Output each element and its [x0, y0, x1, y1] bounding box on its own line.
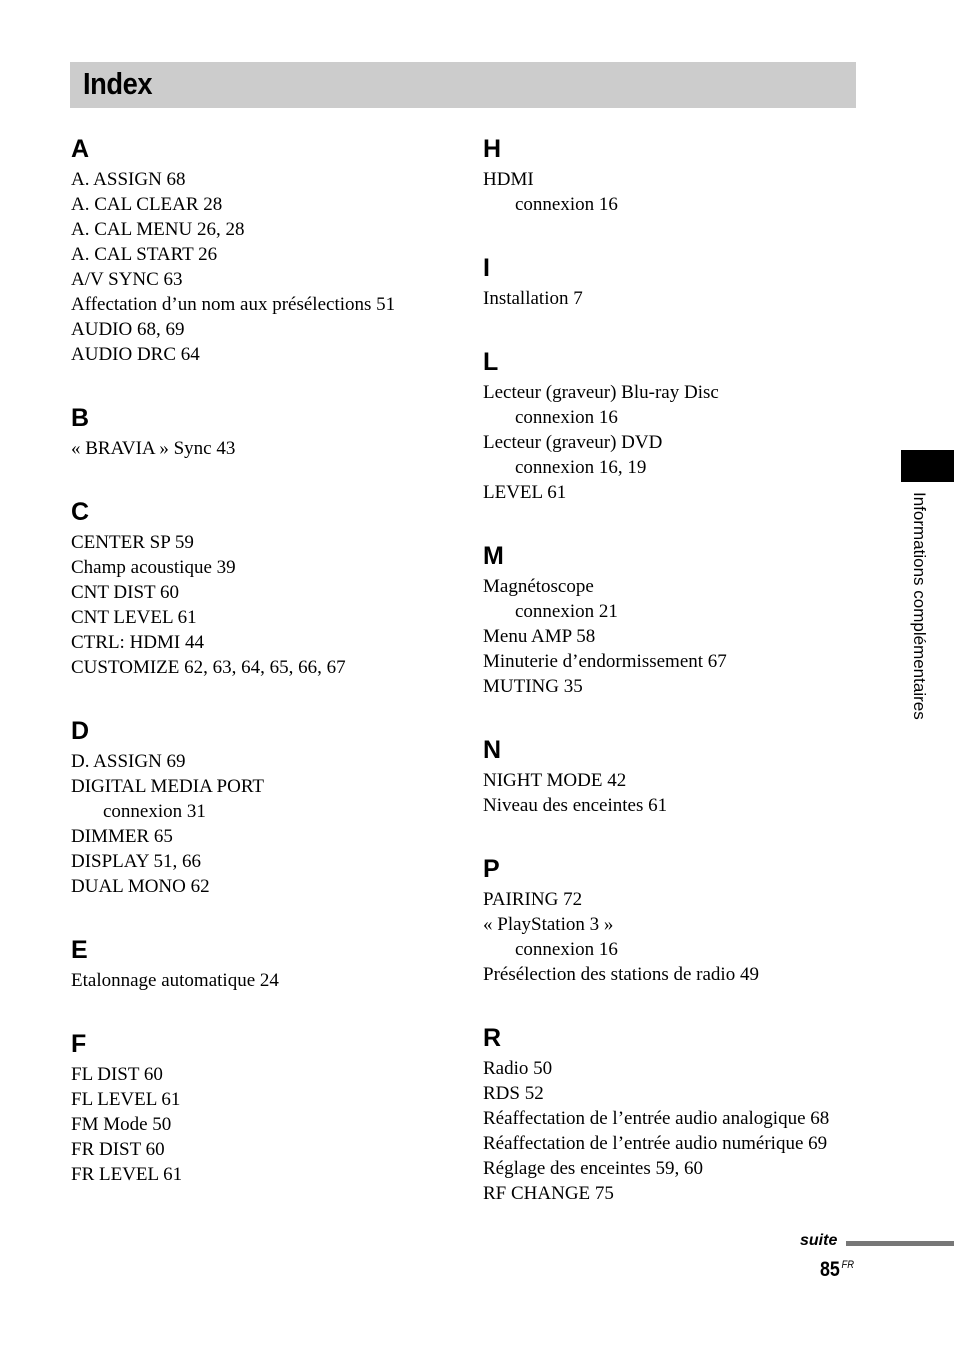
index-section-i: [483, 251, 883, 311]
index-entry: FL LEVEL 61: [71, 1089, 181, 1110]
section-letter: L: [483, 348, 499, 376]
index-entry: D. ASSIGN 69: [71, 751, 186, 772]
index-entry: « PlayStation 3 »: [483, 914, 614, 935]
index-entry: Etalonnage automatique 24: [71, 970, 279, 991]
index-section-p: [483, 852, 883, 987]
section-letter: E: [71, 936, 88, 964]
index-entry: Réglage des enceintes 59, 60: [483, 1158, 704, 1179]
index-entry: FL DIST 60: [71, 1064, 163, 1085]
section-letter: B: [71, 404, 90, 432]
index-entry: Champ acoustique 39: [71, 557, 236, 578]
section-letter: R: [483, 1024, 502, 1052]
index-entry: Réaffectation de l’entrée audio analogique 68: [483, 1108, 830, 1129]
suite-arrow-line: [846, 1241, 954, 1246]
index-section-d: [71, 714, 471, 899]
index-entry: FR DIST 60: [71, 1139, 165, 1160]
section-letter: F: [71, 1030, 87, 1058]
index-entry: FR LEVEL 61: [71, 1164, 183, 1185]
section-letter: P: [483, 855, 500, 883]
index-entry: RDS 52: [483, 1083, 544, 1104]
index-entry: Réaffectation de l’entrée audio numérique 69: [483, 1133, 828, 1154]
index-entry: A. ASSIGN 68: [71, 169, 186, 190]
index-section-a: [71, 132, 471, 367]
index-entry: DISPLAY 51, 66: [71, 851, 202, 872]
index-section-h: [483, 132, 883, 217]
index-entry: CTRL: HDMI 44: [71, 632, 204, 653]
index-section-c: [71, 495, 471, 680]
index-section-f: [71, 1027, 471, 1187]
index-entry: A. CAL MENU 26, 28: [71, 219, 245, 240]
index-entry: Lecteur (graveur) Blu-ray Disc: [483, 382, 719, 403]
index-entry: « BRAVIA » Sync 43: [71, 438, 236, 459]
side-label: Informations complémentaires: [910, 492, 929, 720]
index-entry: Minuterie d’endormissement 67: [483, 651, 727, 672]
section-letter: M: [483, 542, 504, 570]
index-entry: Niveau des enceintes 61: [483, 795, 668, 816]
index-entry: NIGHT MODE 42: [483, 770, 627, 791]
page-locale: FR: [841, 1259, 855, 1271]
index-section-e: [71, 933, 471, 993]
index-entry: Radio 50: [483, 1058, 553, 1079]
index-section-n: [483, 733, 883, 818]
index-section-b: [71, 401, 471, 461]
index-section-m: [483, 539, 883, 699]
index-entry: FM Mode 50: [71, 1114, 172, 1135]
page-number: [820, 1258, 854, 1282]
section-letter: H: [483, 135, 502, 163]
index-entry: CENTER SP 59: [71, 532, 194, 553]
index-section-r: [483, 1021, 883, 1206]
side-tab-marker: [901, 450, 954, 482]
page-title: Index: [83, 66, 153, 101]
index-entry: Menu AMP 58: [483, 626, 596, 647]
index-entry: Magnétoscope: [483, 576, 594, 597]
section-letter: N: [483, 736, 502, 764]
index-subentry: connexion 31: [103, 801, 206, 822]
index-entry: A/V SYNC 63: [71, 269, 183, 290]
index-subentry: connexion 21: [515, 601, 618, 622]
index-entry: A. CAL START 26: [71, 244, 218, 265]
index-entry: LEVEL 61: [483, 482, 567, 503]
index-entry: PAIRING 72: [483, 889, 583, 910]
index-subentry: connexion 16, 19: [515, 457, 647, 478]
index-entry: AUDIO DRC 64: [71, 344, 200, 365]
index-entry: MUTING 35: [483, 676, 583, 697]
section-letter: D: [71, 717, 90, 745]
index-entry: AUDIO 68, 69: [71, 319, 185, 340]
index-entry: Installation 7: [483, 288, 583, 309]
index-entry: DIMMER 65: [71, 826, 173, 847]
suite-label: suite: [800, 1232, 838, 1249]
index-entry: Présélection des stations de radio 49: [483, 964, 759, 985]
index-entry: CNT LEVEL 61: [71, 607, 197, 628]
index-section-l: [483, 345, 883, 505]
section-letter: I: [483, 254, 490, 282]
index-subentry: connexion 16: [515, 407, 618, 428]
index-entry: CUSTOMIZE 62, 63, 64, 65, 66, 67: [71, 657, 346, 678]
title-bar: [70, 62, 856, 108]
index-entry: Lecteur (graveur) DVD: [483, 432, 663, 453]
index-subentry: connexion 16: [515, 939, 618, 960]
index-entry: CNT DIST 60: [71, 582, 180, 603]
index-entry: Affectation d’un nom aux présélections 51: [71, 294, 396, 315]
index-entry: DIGITAL MEDIA PORT: [71, 776, 264, 797]
index-entry: RF CHANGE 75: [483, 1183, 614, 1204]
index-entry: DUAL MONO 62: [71, 876, 210, 897]
index-entry: HDMI: [483, 169, 534, 190]
section-letter: A: [71, 135, 90, 163]
index-entry: A. CAL CLEAR 28: [71, 194, 223, 215]
section-letter: C: [71, 498, 90, 526]
index-subentry: connexion 16: [515, 194, 618, 215]
index-column-right: [483, 132, 883, 1240]
page-number-value: 85: [820, 1258, 840, 1281]
index-column-left: [71, 132, 471, 1221]
